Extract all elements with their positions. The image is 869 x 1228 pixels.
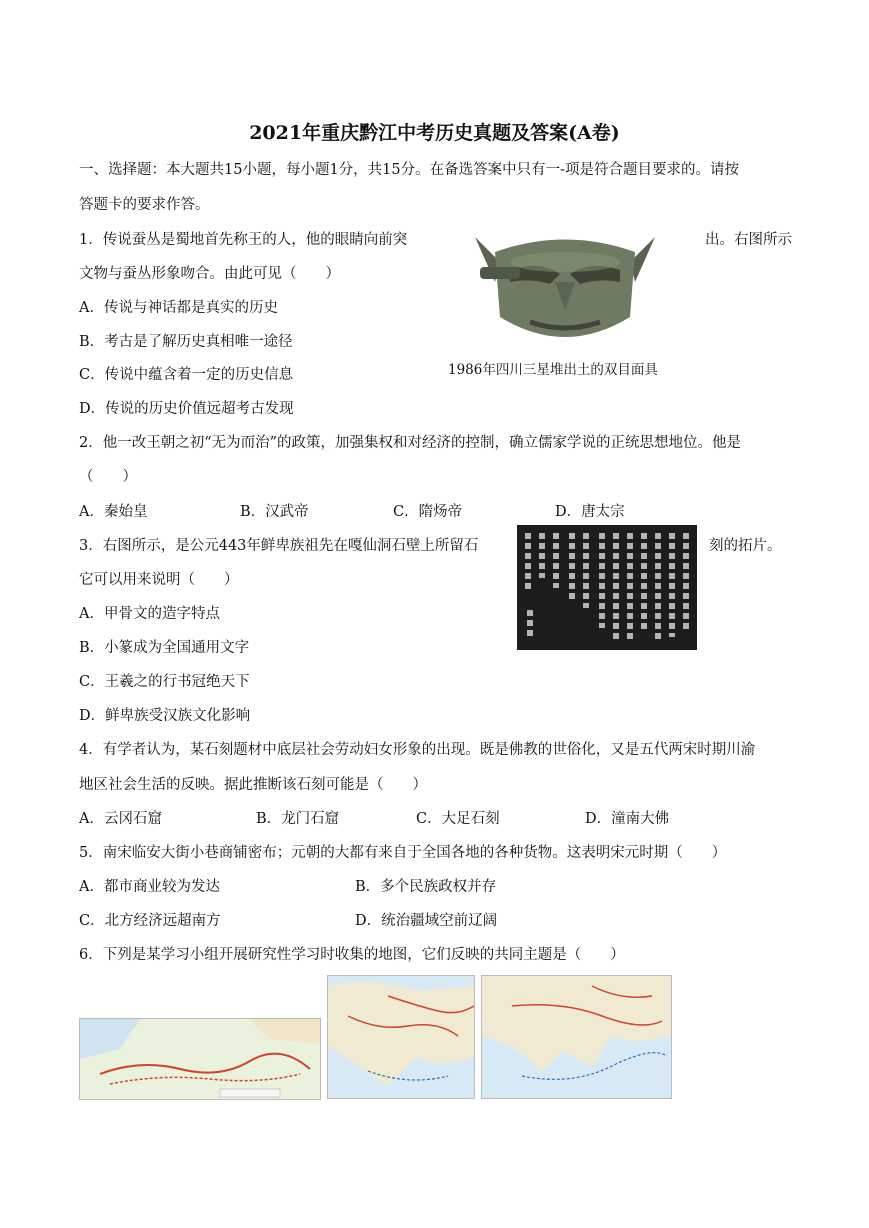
- q6-stem: 6．下列是某学习小组开展研究性学习时收集的地图，它们反映的共同主题是（ ）: [79, 947, 625, 963]
- q2-option-d[interactable]: D．唐太宗: [555, 504, 625, 520]
- stone-rubbing-image: [517, 525, 697, 650]
- q1-stem-a: 1．传说蚕丛是蜀地首先称王的人，他的眼睛向前突: [79, 232, 408, 248]
- q2-option-b[interactable]: B．汉武帝: [240, 504, 309, 520]
- q4-stem-b: 地区社会生活的反映。据此推断该石刻可能是（ ）: [79, 777, 427, 793]
- bronze-mask-image: [470, 222, 660, 352]
- q3-option-c[interactable]: C．王羲之的行书冠绝天下: [79, 674, 250, 690]
- q3-stem-c: 它可以用来说明（ ）: [79, 572, 239, 588]
- q3-option-b[interactable]: B．小篆成为全国通用文字: [79, 640, 250, 656]
- q4-option-b[interactable]: B．龙门石窟: [256, 811, 340, 827]
- q2-option-c[interactable]: C．隋炀帝: [393, 504, 463, 520]
- q2-option-a[interactable]: A．秦始皇: [79, 504, 148, 520]
- q1-stem-b: 出。右图所示: [705, 232, 792, 248]
- section-heading-line1: 一、选择题：本大题共15小题，每小题1分，共15分。在备选答案中只有一-项是符合题目要求的。请按: [79, 162, 740, 178]
- q4-option-c[interactable]: C．大足石刻: [416, 811, 500, 827]
- q3-option-d[interactable]: D．鲜卑族受汉族文化影响: [79, 708, 251, 724]
- q1-option-b[interactable]: B．考古是了解历史真相唯一途径: [79, 334, 293, 350]
- q5-option-c[interactable]: C．北方经济远超南方: [79, 913, 221, 929]
- section-heading-line2: 答题卡的要求作答。: [79, 197, 210, 213]
- q5-option-d[interactable]: D．统治疆域空前辽阔: [355, 913, 498, 929]
- maritime-route-map-3: [481, 975, 672, 1099]
- q1-stem-c: 文物与蚕丛形象吻合。由此可见（ ）: [79, 266, 340, 282]
- q3-option-a[interactable]: A．甲骨文的造字特点: [79, 606, 220, 622]
- q4-option-a[interactable]: A．云冈石窟: [79, 811, 162, 827]
- q4-option-d[interactable]: D．潼南大佛: [585, 811, 670, 827]
- q2-stem-a: 2．他一改王朝之初“无为而治”的政策，加强集权和对经济的控制，确立儒家学说的正统思想地位。他是: [79, 435, 742, 451]
- q5-option-b[interactable]: B．多个民族政权并存: [355, 879, 497, 895]
- q1-option-a[interactable]: A．传说与神话都是真实的历史: [79, 300, 278, 316]
- q1-option-c[interactable]: C．传说中蕴含着一定的历史信息: [79, 367, 294, 383]
- q4-stem-a: 4．有学者认为，某石刻题材中底层社会劳动妇女形象的出现。既是佛教的世俗化，又是五代两宋时期川渝: [79, 742, 756, 758]
- q5-option-a[interactable]: A．都市商业较为发达: [79, 879, 220, 895]
- q3-stem-a: 3．右图所示，是公元443年鲜卑族祖先在嘎仙洞石壁上所留石: [79, 538, 479, 554]
- q2-stem-b: （ ）: [79, 469, 137, 485]
- silk-road-map-2: [327, 975, 475, 1099]
- q1-option-d[interactable]: D．传说的历史价值远超考古发现: [79, 401, 294, 417]
- page-title: 2021年重庆黔江中考历史真题及答案(A卷): [249, 122, 620, 144]
- silk-road-map-1: [79, 1018, 321, 1100]
- q3-stem-b: 刻的拓片。: [709, 538, 782, 554]
- mask-caption: 1986年四川三星堆出土的双目面具: [448, 362, 658, 378]
- q5-stem: 5．南宋临安大街小巷商铺密布；元朝的大都有来自于全国各地的各种货物。这表明宋元时期（ ）: [79, 845, 727, 861]
